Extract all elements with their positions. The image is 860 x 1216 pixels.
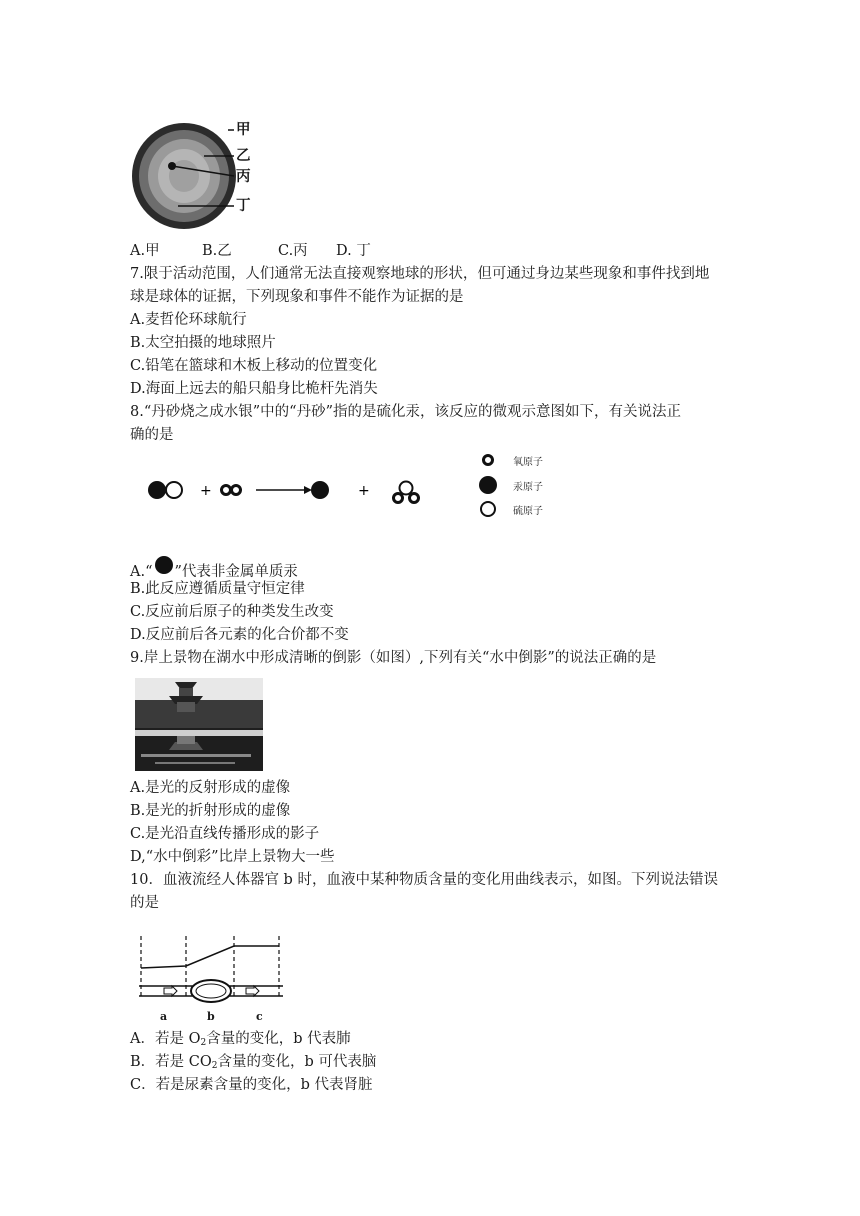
q8-stem-line1: 8.“丹砂烧之成水银”中的“丹砂”指的是硫化汞，该反应的微观示意图如下，有关说法正 bbox=[130, 404, 681, 420]
q10-option-a-rest: 含量的变化，b 代表肺 bbox=[206, 1031, 351, 1047]
content-curve bbox=[141, 946, 279, 968]
segment-label-c: c bbox=[256, 1010, 263, 1023]
q8-option-a-prefix: A.“ bbox=[130, 564, 153, 580]
q6-option-b: B.乙 bbox=[202, 243, 232, 259]
mercury-atom-icon bbox=[155, 556, 173, 574]
q9-option-a: A.是光的反射形成的虚像 bbox=[130, 780, 291, 796]
flow-arrow bbox=[246, 986, 259, 996]
q6-options bbox=[130, 241, 371, 261]
q7-stem-line1: 7.限于活动范围，人们通常无法直接观察地球的形状，但可通过身边某些现象和事件找到地 bbox=[130, 266, 710, 282]
q10-option-b-rest: 含量的变化，b 可代表脑 bbox=[217, 1054, 377, 1070]
q6-option-a: A.甲 bbox=[130, 243, 160, 259]
svg-text:+: + bbox=[200, 483, 212, 499]
legend-oxygen-icon bbox=[484, 456, 493, 465]
label-jia: 甲 bbox=[236, 121, 251, 138]
oxygen-atom bbox=[410, 494, 419, 503]
q7-option-d: D.海面上远去的船只船身比桅杆先消失 bbox=[130, 381, 378, 397]
label-ding: 丁 bbox=[236, 197, 251, 214]
q9-option-b: B.是光的折射形成的虚像 bbox=[130, 803, 291, 819]
label-bing: 丙 bbox=[236, 168, 251, 185]
q9-option-c: C.是光沿直线传播形成的影子 bbox=[130, 826, 320, 842]
q10-option-a bbox=[130, 1029, 351, 1053]
q7-option-a: A.麦哲伦环球航行 bbox=[130, 312, 247, 328]
oxygen-atom bbox=[232, 486, 241, 495]
legend-sulfur-icon bbox=[481, 502, 495, 516]
q7-option-b: B.太空拍摄的地球照片 bbox=[130, 335, 276, 351]
q10-option-a-text: A．若是 O bbox=[130, 1031, 201, 1047]
svg-text:+: + bbox=[358, 483, 370, 499]
oxygen-atom bbox=[394, 494, 403, 503]
flow-arrow bbox=[164, 986, 177, 996]
segment-label-a: a bbox=[160, 1010, 168, 1023]
mercury-atom bbox=[311, 481, 329, 499]
q8-option-a-suffix: ”代表非金属单质汞 bbox=[174, 564, 298, 580]
legend-oxygen-label: 氧原子 bbox=[513, 457, 543, 468]
legend-mercury-icon bbox=[479, 476, 497, 494]
q6-option-c: C.丙 bbox=[278, 243, 308, 259]
organ-b bbox=[191, 980, 231, 1002]
q10-stem-line1: 10．血液流经人体器官 b 时，血液中某种物质含量的变化用曲线表示，如图。下列说法错误 bbox=[130, 872, 718, 888]
blood-flow-diagram bbox=[136, 934, 286, 1008]
q8-option-b: B.此反应遵循质量守恒定律 bbox=[130, 581, 305, 597]
q10-option-b bbox=[130, 1052, 376, 1076]
q10-option-a-subscript: 2 bbox=[200, 1038, 207, 1048]
q8-option-d: D.反应前后各元素的化合价都不变 bbox=[130, 627, 349, 643]
q7-option-c: C.铅笔在篮球和木板上移动的位置变化 bbox=[130, 358, 378, 374]
sulfur-atom bbox=[400, 482, 413, 495]
lake-reflection-photo bbox=[135, 678, 263, 771]
q8-option-c: C.反应前后原子的种类发生改变 bbox=[130, 604, 334, 620]
legend-mercury-label: 汞原子 bbox=[513, 482, 543, 493]
q9-option-d: D,“水中倒彩”比岸上景物大一些 bbox=[130, 849, 335, 865]
legend-sulfur-label: 硫原子 bbox=[513, 506, 543, 517]
q9-stem: 9.岸上景物在湖水中形成清晰的倒影（如图）,下列有关“水中倒影”的说法正确的是 bbox=[130, 650, 657, 666]
segment-label-b: b bbox=[207, 1010, 215, 1023]
oxygen-atom bbox=[222, 486, 231, 495]
mercury-atom bbox=[148, 481, 166, 499]
q10-option-c: C．若是尿素含量的变化，b 代表肾脏 bbox=[130, 1077, 373, 1093]
q7-stem-line2: 球是球体的证据，下列现象和事件不能作为证据的是 bbox=[130, 289, 464, 305]
sulfur-atom bbox=[166, 482, 182, 498]
q6-option-d: D. 丁 bbox=[336, 243, 371, 259]
q10-stem-line2: 的是 bbox=[130, 895, 159, 911]
q8-stem-line2: 确的是 bbox=[130, 427, 174, 443]
label-yi: 乙 bbox=[236, 147, 251, 164]
q10-option-b-subscript: 2 bbox=[211, 1061, 218, 1071]
q10-option-b-text: B．若是 CO bbox=[130, 1054, 212, 1070]
